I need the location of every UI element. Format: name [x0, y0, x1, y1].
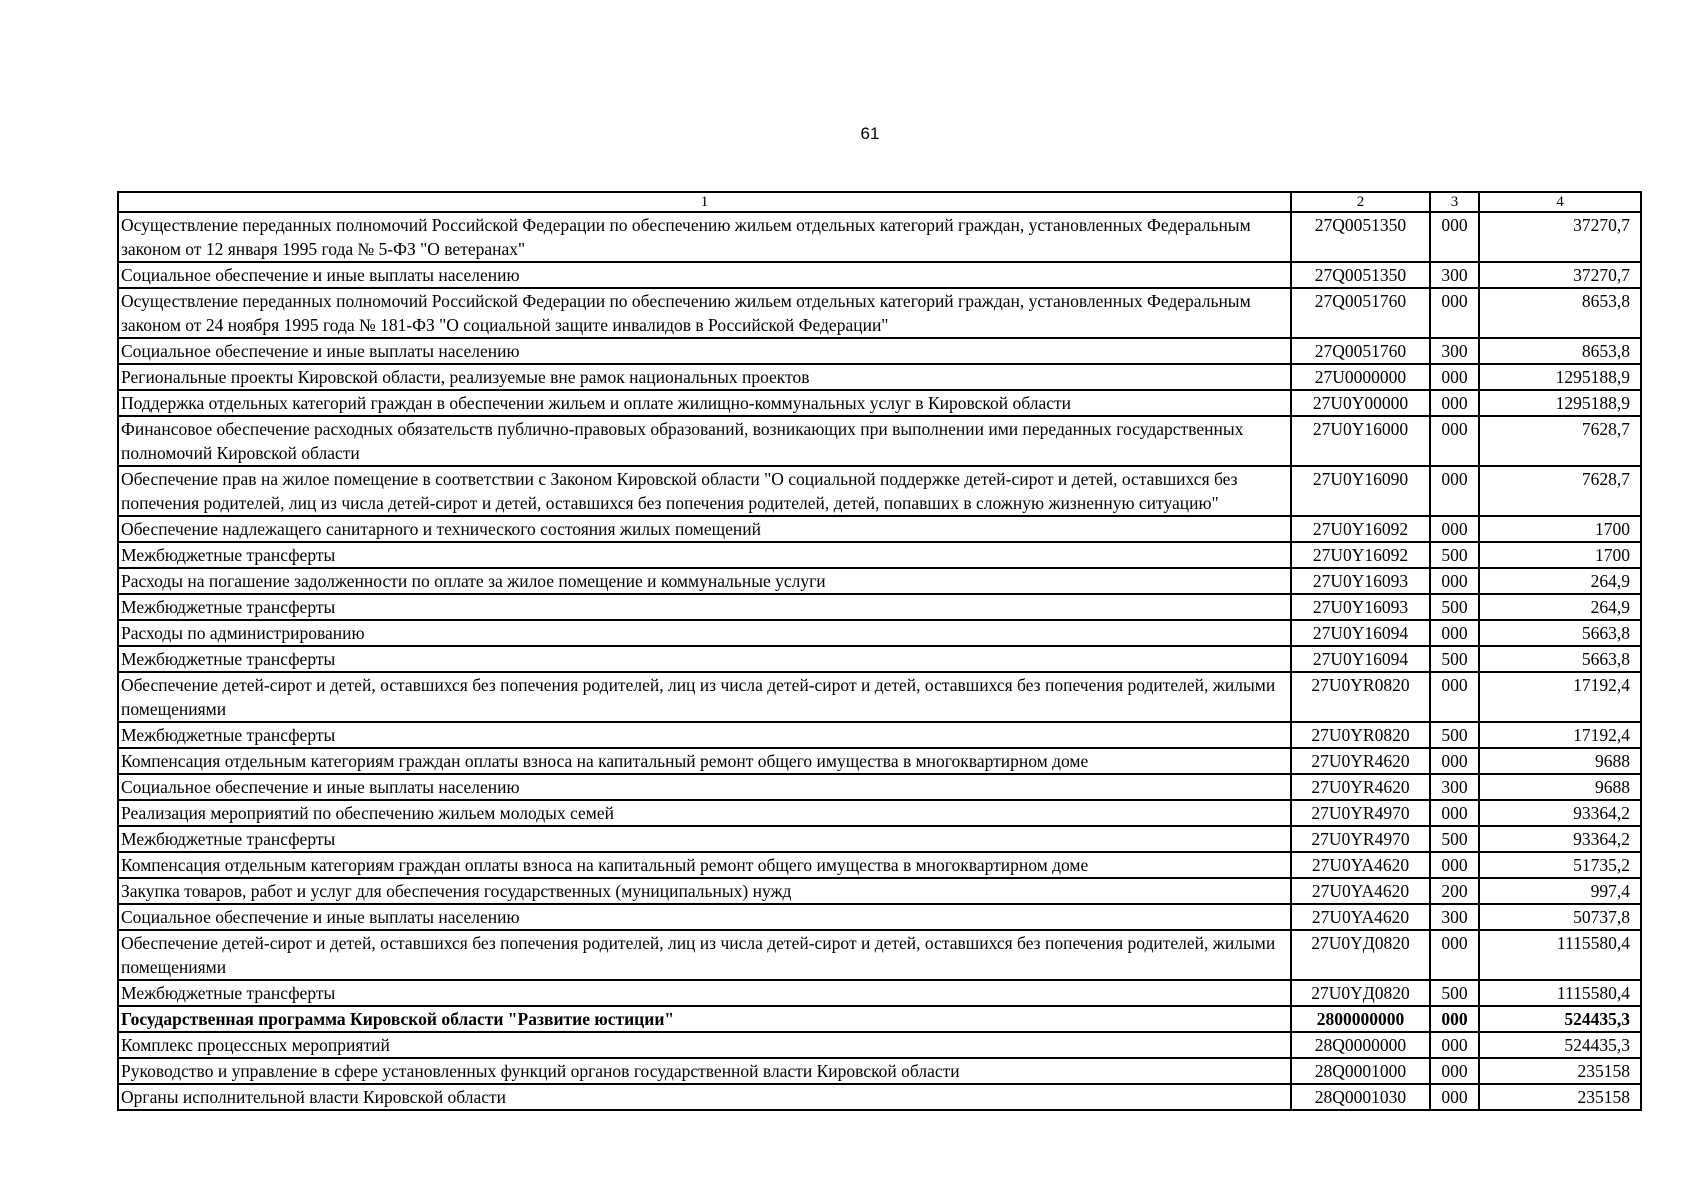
row-amount-cell: 1115580,4	[1479, 930, 1641, 980]
row-amount-cell: 997,4	[1479, 878, 1641, 904]
row-amount-cell: 1295188,9	[1479, 364, 1641, 390]
table-row	[118, 288, 1641, 338]
row-code-cell: 28Q0001030	[1291, 1084, 1430, 1110]
row-name-cell: Обеспечение надлежащего санитарного и технического состояния жилых помещений	[118, 516, 1291, 542]
row-type-cell: 000	[1430, 748, 1479, 774]
row-type-cell: 000	[1430, 672, 1479, 722]
row-type-cell: 000	[1430, 516, 1479, 542]
row-type-cell: 000	[1430, 568, 1479, 594]
row-code-cell: 27U0YR4620	[1291, 774, 1430, 800]
table-row	[118, 774, 1641, 800]
row-amount-cell: 9688	[1479, 748, 1641, 774]
table-header-row	[118, 192, 1641, 212]
row-amount-cell: 524435,3	[1479, 1006, 1641, 1032]
row-name-cell: Осуществление переданных полномочий Российской Федерации по обеспечению жильем отдельных категорий граждан, установленных Федеральным законом от 12 января 1995 года № 5-ФЗ "О ветеранах"	[118, 212, 1291, 262]
row-code-cell: 27U0Y16094	[1291, 646, 1430, 672]
table-row	[118, 542, 1641, 568]
row-code-cell: 27U0YA4620	[1291, 904, 1430, 930]
row-code-cell: 27Q0051760	[1291, 338, 1430, 364]
table-row	[118, 262, 1641, 288]
row-amount-cell: 37270,7	[1479, 262, 1641, 288]
row-amount-cell: 1700	[1479, 516, 1641, 542]
column-header-2: 2	[1291, 192, 1430, 212]
row-amount-cell: 7628,7	[1479, 466, 1641, 516]
table-row	[118, 826, 1641, 852]
table-row	[118, 800, 1641, 826]
row-code-cell: 27Q0051350	[1291, 262, 1430, 288]
row-code-cell: 27U0Y16092	[1291, 542, 1430, 568]
row-amount-cell: 5663,8	[1479, 620, 1641, 646]
table-body	[118, 212, 1641, 1110]
row-name-cell: Межбюджетные трансферты	[118, 980, 1291, 1006]
table-row	[118, 416, 1641, 466]
row-code-cell: 27U0YR4970	[1291, 800, 1430, 826]
table-row	[118, 904, 1641, 930]
table-row	[118, 930, 1641, 980]
row-code-cell: 2800000000	[1291, 1006, 1430, 1032]
row-name-cell: Межбюджетные трансферты	[118, 722, 1291, 748]
row-name-cell: Компенсация отдельным категориям граждан оплаты взноса на капитальный ремонт общего имущества в многоквартирном доме	[118, 852, 1291, 878]
row-name-cell: Руководство и управление в сфере установленных функций органов государственной власти Кировской области	[118, 1058, 1291, 1084]
row-code-cell: 27U0Y16094	[1291, 620, 1430, 646]
row-code-cell: 27U0Y16093	[1291, 568, 1430, 594]
row-name-cell: Межбюджетные трансферты	[118, 594, 1291, 620]
row-amount-cell: 8653,8	[1479, 338, 1641, 364]
row-code-cell: 27U0YД0820	[1291, 930, 1430, 980]
row-amount-cell: 17192,4	[1479, 672, 1641, 722]
row-code-cell: 27U0YД0820	[1291, 980, 1430, 1006]
row-amount-cell: 37270,7	[1479, 212, 1641, 262]
row-code-cell: 27U0Y00000	[1291, 390, 1430, 416]
column-header-3: 3	[1430, 192, 1479, 212]
row-amount-cell: 524435,3	[1479, 1032, 1641, 1058]
row-amount-cell: 1295188,9	[1479, 390, 1641, 416]
row-code-cell: 28Q0000000	[1291, 1032, 1430, 1058]
table-row	[118, 466, 1641, 516]
table-row	[118, 338, 1641, 364]
row-type-cell: 000	[1430, 1032, 1479, 1058]
table-row	[118, 646, 1641, 672]
row-code-cell: 27U0000000	[1291, 364, 1430, 390]
row-amount-cell: 264,9	[1479, 594, 1641, 620]
row-amount-cell: 93364,2	[1479, 826, 1641, 852]
row-name-cell: Комплекс процессных мероприятий	[118, 1032, 1291, 1058]
row-type-cell: 500	[1430, 542, 1479, 568]
table-row	[118, 390, 1641, 416]
row-amount-cell: 93364,2	[1479, 800, 1641, 826]
row-code-cell: 27Q0051760	[1291, 288, 1430, 338]
row-type-cell: 000	[1430, 1058, 1479, 1084]
column-header-4: 4	[1479, 192, 1641, 212]
row-amount-cell: 264,9	[1479, 568, 1641, 594]
row-code-cell: 27U0YA4620	[1291, 852, 1430, 878]
row-amount-cell: 235158	[1479, 1058, 1641, 1084]
row-type-cell: 000	[1430, 390, 1479, 416]
row-type-cell: 300	[1430, 262, 1479, 288]
table-row	[118, 722, 1641, 748]
row-name-cell: Социальное обеспечение и иные выплаты населению	[118, 262, 1291, 288]
row-name-cell: Осуществление переданных полномочий Российской Федерации по обеспечению жильем отдельных категорий граждан, установленных Федеральным законом от 24 ноября 1995 года № 181-ФЗ "О социальной защите инвалидов в Российской Федерации"	[118, 288, 1291, 338]
row-type-cell: 000	[1430, 416, 1479, 466]
row-code-cell: 27U0YR0820	[1291, 672, 1430, 722]
row-type-cell: 500	[1430, 722, 1479, 748]
row-name-cell: Социальное обеспечение и иные выплаты населению	[118, 338, 1291, 364]
table-row	[118, 1006, 1641, 1032]
table-row	[118, 878, 1641, 904]
table-row	[118, 1032, 1641, 1058]
row-name-cell: Расходы по администрированию	[118, 620, 1291, 646]
row-amount-cell: 235158	[1479, 1084, 1641, 1110]
row-name-cell: Финансовое обеспечение расходных обязательств публично-правовых образований, возникающих при выполнении ими переданных государственных полномочий Кировской области	[118, 416, 1291, 466]
table-row	[118, 364, 1641, 390]
row-name-cell: Обеспечение прав на жилое помещение в соответствии с Законом Кировской области "О социальной поддержке детей-сирот и детей, оставшихся без попечения родителей, лиц из числа детей-сирот и детей, оставшихся без попечения родителей, детей, попавших в сложную жизненную ситуацию"	[118, 466, 1291, 516]
row-type-cell: 200	[1430, 878, 1479, 904]
row-type-cell: 000	[1430, 852, 1479, 878]
row-code-cell: 27U0Y16090	[1291, 466, 1430, 516]
row-type-cell: 000	[1430, 1006, 1479, 1032]
row-amount-cell: 1700	[1479, 542, 1641, 568]
row-type-cell: 500	[1430, 980, 1479, 1006]
row-code-cell: 27Q0051350	[1291, 212, 1430, 262]
budget-table	[117, 191, 1642, 1111]
row-code-cell: 27U0YR4620	[1291, 748, 1430, 774]
table-row	[118, 212, 1641, 262]
row-name-cell: Расходы на погашение задолженности по оплате за жилое помещение и коммунальные услуги	[118, 568, 1291, 594]
row-amount-cell: 7628,7	[1479, 416, 1641, 466]
row-type-cell: 000	[1430, 212, 1479, 262]
row-code-cell: 27U0YR0820	[1291, 722, 1430, 748]
row-name-cell: Межбюджетные трансферты	[118, 646, 1291, 672]
row-name-cell: Обеспечение детей-сирот и детей, оставшихся без попечения родителей, лиц из числа детей-сирот и детей, оставшихся без попечения родителей, жилыми помещениями	[118, 672, 1291, 722]
row-name-cell: Социальное обеспечение и иные выплаты населению	[118, 904, 1291, 930]
row-type-cell: 300	[1430, 904, 1479, 930]
row-name-cell: Компенсация отдельным категориям граждан оплаты взноса на капитальный ремонт общего имущества в многоквартирном доме	[118, 748, 1291, 774]
row-amount-cell: 5663,8	[1479, 646, 1641, 672]
row-type-cell: 000	[1430, 930, 1479, 980]
table-row	[118, 748, 1641, 774]
row-name-cell: Государственная программа Кировской области "Развитие юстиции"	[118, 1006, 1291, 1032]
page-number: 61	[860, 124, 880, 143]
table-row	[118, 594, 1641, 620]
row-name-cell: Органы исполнительной власти Кировской области	[118, 1084, 1291, 1110]
row-amount-cell: 1115580,4	[1479, 980, 1641, 1006]
table-row	[118, 980, 1641, 1006]
row-code-cell: 27U0Y16000	[1291, 416, 1430, 466]
table-row	[118, 620, 1641, 646]
row-type-cell: 000	[1430, 1084, 1479, 1110]
table-row	[118, 1084, 1641, 1110]
table-row	[118, 672, 1641, 722]
row-name-cell: Реализация мероприятий по обеспечению жильем молодых семей	[118, 800, 1291, 826]
row-amount-cell: 8653,8	[1479, 288, 1641, 338]
row-type-cell: 000	[1430, 364, 1479, 390]
row-name-cell: Закупка товаров, работ и услуг для обеспечения государственных (муниципальных) нужд	[118, 878, 1291, 904]
column-header-1: 1	[118, 192, 1291, 212]
row-code-cell: 27U0Y16092	[1291, 516, 1430, 542]
row-name-cell: Региональные проекты Кировской области, реализуемые вне рамок национальных проектов	[118, 364, 1291, 390]
row-type-cell: 000	[1430, 620, 1479, 646]
row-type-cell: 500	[1430, 594, 1479, 620]
row-name-cell: Социальное обеспечение и иные выплаты населению	[118, 774, 1291, 800]
table-row	[118, 1058, 1641, 1084]
row-type-cell: 500	[1430, 826, 1479, 852]
row-amount-cell: 51735,2	[1479, 852, 1641, 878]
row-code-cell: 28Q0001000	[1291, 1058, 1430, 1084]
row-type-cell: 300	[1430, 774, 1479, 800]
table-row	[118, 568, 1641, 594]
row-amount-cell: 17192,4	[1479, 722, 1641, 748]
row-code-cell: 27U0YR4970	[1291, 826, 1430, 852]
row-name-cell: Межбюджетные трансферты	[118, 542, 1291, 568]
table-row	[118, 852, 1641, 878]
row-name-cell: Поддержка отдельных категорий граждан в обеспечении жильем и оплате жилищно-коммунальных услуг в Кировской области	[118, 390, 1291, 416]
row-code-cell: 27U0Y16093	[1291, 594, 1430, 620]
row-amount-cell: 50737,8	[1479, 904, 1641, 930]
row-amount-cell: 9688	[1479, 774, 1641, 800]
row-type-cell: 000	[1430, 288, 1479, 338]
row-type-cell: 500	[1430, 646, 1479, 672]
row-code-cell: 27U0YA4620	[1291, 878, 1430, 904]
row-name-cell: Межбюджетные трансферты	[118, 826, 1291, 852]
row-type-cell: 000	[1430, 466, 1479, 516]
row-name-cell: Обеспечение детей-сирот и детей, оставшихся без попечения родителей, лиц из числа детей-сирот и детей, оставшихся без попечения родителей, жилыми помещениями	[118, 930, 1291, 980]
table-row	[118, 516, 1641, 542]
row-type-cell: 000	[1430, 800, 1479, 826]
row-type-cell: 300	[1430, 338, 1479, 364]
